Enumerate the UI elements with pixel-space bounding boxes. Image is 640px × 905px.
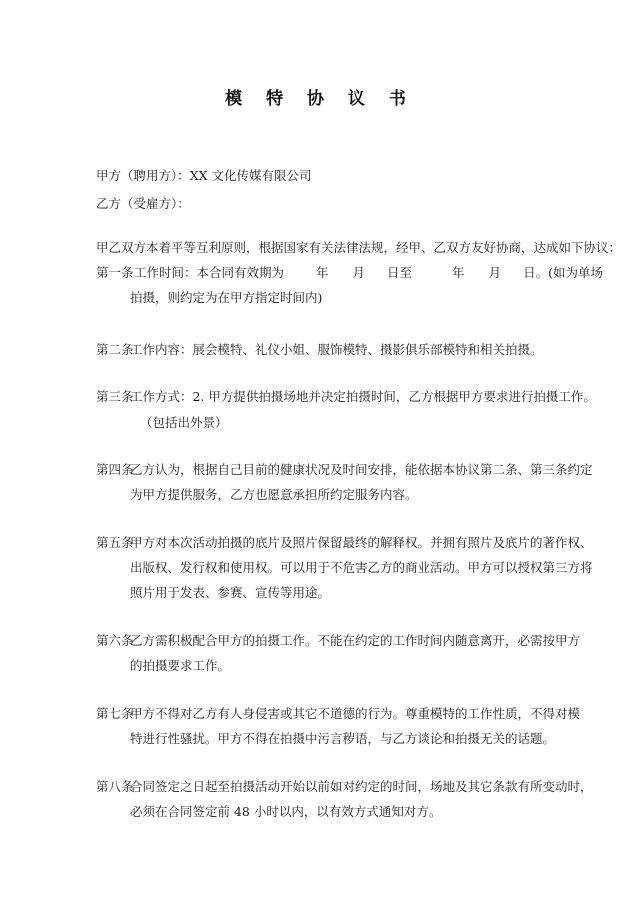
article-label: 第四条	[96, 462, 134, 477]
article-3-line-2: （包括出外景）	[140, 415, 228, 430]
article-label: 第八条	[96, 779, 134, 794]
article-8	[96, 779, 593, 795]
intro-paragraph: 甲乙双方本着平等互利原则，根据国家有关法律法规，经甲、乙双方友好协商，达成如下协议：	[96, 240, 622, 255]
party-b-line: 乙方（受雇方）：	[96, 196, 190, 211]
article-label: 第二条	[96, 342, 134, 357]
article-5-text: 甲方对本次活动拍摄的底片及照片保留最终的解释权。并拥有照片及底片的著作权、	[130, 535, 593, 550]
article-5-line-2: 出版权、发行权和使用权。可以用于不危害乙方的商业活动。甲方可以授权第三方将	[130, 560, 593, 575]
day-label-2: 日。(如为单场	[523, 265, 603, 280]
article-2-text: 工作内容：展会模特、礼仪小姐、服饰模特、摄影俱乐部模特和相关拍摄。	[130, 342, 543, 357]
article-5-line-3: 照片用于发表、参赛、宣传等用途。	[130, 585, 331, 600]
article-4	[96, 462, 593, 478]
article-8-text: 合同签定之日起至拍摄活动开始以前如对约定的时间，场地及其它条款有所变动时，	[130, 779, 593, 794]
article-4-line-2: 为甲方提供服务，乙方也愿意承担所约定服务内容。	[130, 487, 418, 502]
article-1	[96, 265, 603, 281]
article-7	[96, 706, 580, 722]
article-4-text: 乙方认为，根据自己目前的健康状况及时间安排，能依据本协议第二条、第三条约定	[130, 462, 593, 477]
article-2	[96, 342, 543, 358]
article-label: 第六条	[96, 633, 134, 648]
year-label: 年	[316, 265, 329, 280]
article-6-line-2: 的拍摄要求工作。	[130, 658, 231, 673]
year-label-2: 年	[452, 265, 465, 280]
article-5	[96, 535, 593, 551]
document-title: 模 特 协 议 书	[225, 89, 415, 109]
article-label: 第五条	[96, 535, 134, 550]
article-7-line-2: 特进行性骚扰。甲方不得在拍摄中污言秽语，与乙方谈论和拍摄无关的话题。	[130, 731, 556, 746]
article-label: 第三条	[96, 389, 134, 404]
article-label: 第一条	[96, 265, 134, 280]
article-1-text-a: 工作时间：本合同有效期为	[133, 265, 284, 280]
party-a-line: 甲方（聘用方）：XX 文化传媒有限公司	[96, 168, 312, 183]
article-3	[96, 389, 596, 405]
article-8-line-2: 必须在合同签定前 48 小时以内，以有效方式通知对方。	[130, 804, 442, 819]
article-label: 第七条	[96, 706, 134, 721]
article-1-line-2: 拍摄，则约定为在甲方指定时间内)	[130, 290, 323, 305]
month-label: 月	[352, 265, 366, 280]
day-to-label: 日至	[387, 265, 413, 280]
month-label-2: 月	[488, 265, 502, 280]
article-6	[96, 633, 580, 649]
article-7-text: 甲方不得对乙方有人身侵害或其它不道德的行为。尊重模特的工作性质，不得对模	[130, 706, 581, 721]
article-6-text: 乙方需积极配合甲方的拍摄工作。不能在约定的工作时间内随意离开，必需按甲方	[130, 633, 581, 648]
article-3-text: 工作方式：2. 甲方提供拍摄场地并决定拍摄时间，乙方根据甲方要求进行拍摄工作。	[130, 389, 596, 404]
